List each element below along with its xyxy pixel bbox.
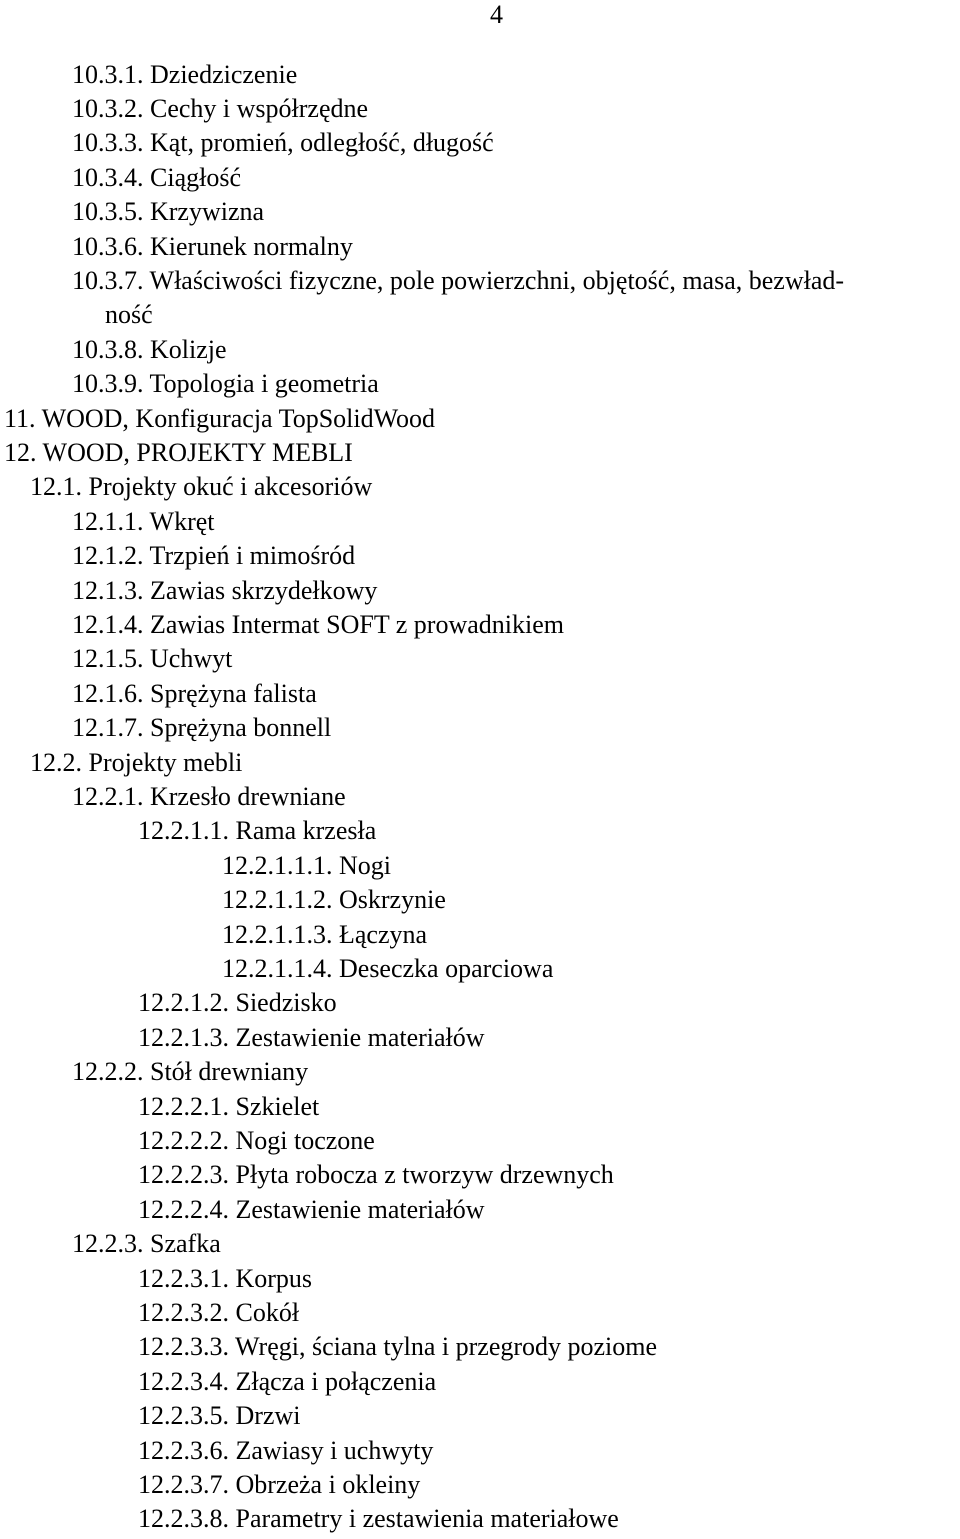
toc-entry: 10.3.7. Właściwości fizyczne, pole powierzchni, objętość, masa, bezwład- <box>72 266 845 295</box>
toc-entry: 12.2.3.5. Drzwi <box>138 1401 301 1430</box>
toc-entry: 12.2.1.1.1. Nogi <box>222 851 391 880</box>
toc-entry: 12.2.1.1.2. Oskrzynie <box>222 885 446 914</box>
toc-entry: 10.3.6. Kierunek normalny <box>72 232 353 261</box>
toc-entry: 10.3.2. Cechy i współrzędne <box>72 94 369 123</box>
toc-entry: 12.1.5. Uchwyt <box>72 644 233 673</box>
toc-entry: 10.3.5. Krzywizna <box>72 197 265 226</box>
toc-entry: 12.2.3.7. Obrzeża i okleiny <box>138 1470 421 1499</box>
toc-entry: 12.2.3.4. Złącza i połączenia <box>138 1367 437 1396</box>
toc-entry: 12.2.3.2. Cokół <box>138 1298 300 1327</box>
toc-entry: 12.2.1.1. Rama krzesła <box>138 816 377 845</box>
toc-entry: 12.1.2. Trzpień i mimośród <box>72 541 356 570</box>
toc-entry: 10.3.1. Dziedziczenie <box>72 60 298 89</box>
toc-entry: 12.1.6. Sprężyna falista <box>72 679 317 708</box>
toc-entry: 12.2.1.2. Siedzisko <box>138 988 337 1017</box>
toc-entry: 11. WOOD, Konfiguracja TopSolidWood <box>4 404 436 433</box>
toc-entry: 12.2.3.6. Zawiasy i uchwyty <box>138 1436 434 1465</box>
page-number: 4 <box>490 0 503 29</box>
toc-entry: 12.2.2.2. Nogi toczone <box>138 1126 375 1155</box>
toc-entry: 12.2.1.1.4. Deseczka oparciowa <box>222 954 554 983</box>
toc-entry: 12.2.1.3. Zestawienie materiałów <box>138 1023 485 1052</box>
toc-entry: 12.2.1.1.3. Łączyna <box>222 920 428 949</box>
toc-entry: 10.3.8. Kolizje <box>72 335 227 364</box>
toc-entry: 10.3.3. Kąt, promień, odległość, długość <box>72 128 494 157</box>
toc-entry: 10.3.9. Topologia i geometria <box>72 369 379 398</box>
toc-entry: 12.2. Projekty mebli <box>30 748 243 777</box>
toc-entry: 12.2.2. Stół drewniany <box>72 1057 309 1086</box>
toc-entry: 12.2.2.1. Szkielet <box>138 1092 320 1121</box>
toc-entry: 12.2.3.8. Parametry i zestawienia materiałowe <box>138 1504 619 1533</box>
toc-entry: 12.2.2.4. Zestawienie materiałów <box>138 1195 485 1224</box>
toc-entry: 10.3.4. Ciągłość <box>72 163 241 192</box>
toc-entry: 12.2.2.3. Płyta robocza z tworzyw drzewnych <box>138 1160 614 1189</box>
toc-entry: 12.1.1. Wkręt <box>72 507 215 536</box>
toc-entry: 12.1.4. Zawias Intermat SOFT z prowadnikiem <box>72 610 564 639</box>
toc-entry-continuation: ność <box>105 300 153 329</box>
toc-entry: 12.2.3.3. Wręgi, ściana tylna i przegrody poziome <box>138 1332 658 1361</box>
toc-entry: 12.1. Projekty okuć i akcesoriów <box>30 472 373 501</box>
toc-entry: 12.2.3.1. Korpus <box>138 1264 313 1293</box>
toc-entry: 12.2.1. Krzesło drewniane <box>72 782 346 811</box>
toc-entry: 12.1.3. Zawias skrzydełkowy <box>72 576 378 605</box>
toc-entry: 12.2.3. Szafka <box>72 1229 221 1258</box>
toc-entry: 12. WOOD, PROJEKTY MEBLI <box>4 438 353 467</box>
toc-entry: 12.1.7. Sprężyna bonnell <box>72 713 332 742</box>
